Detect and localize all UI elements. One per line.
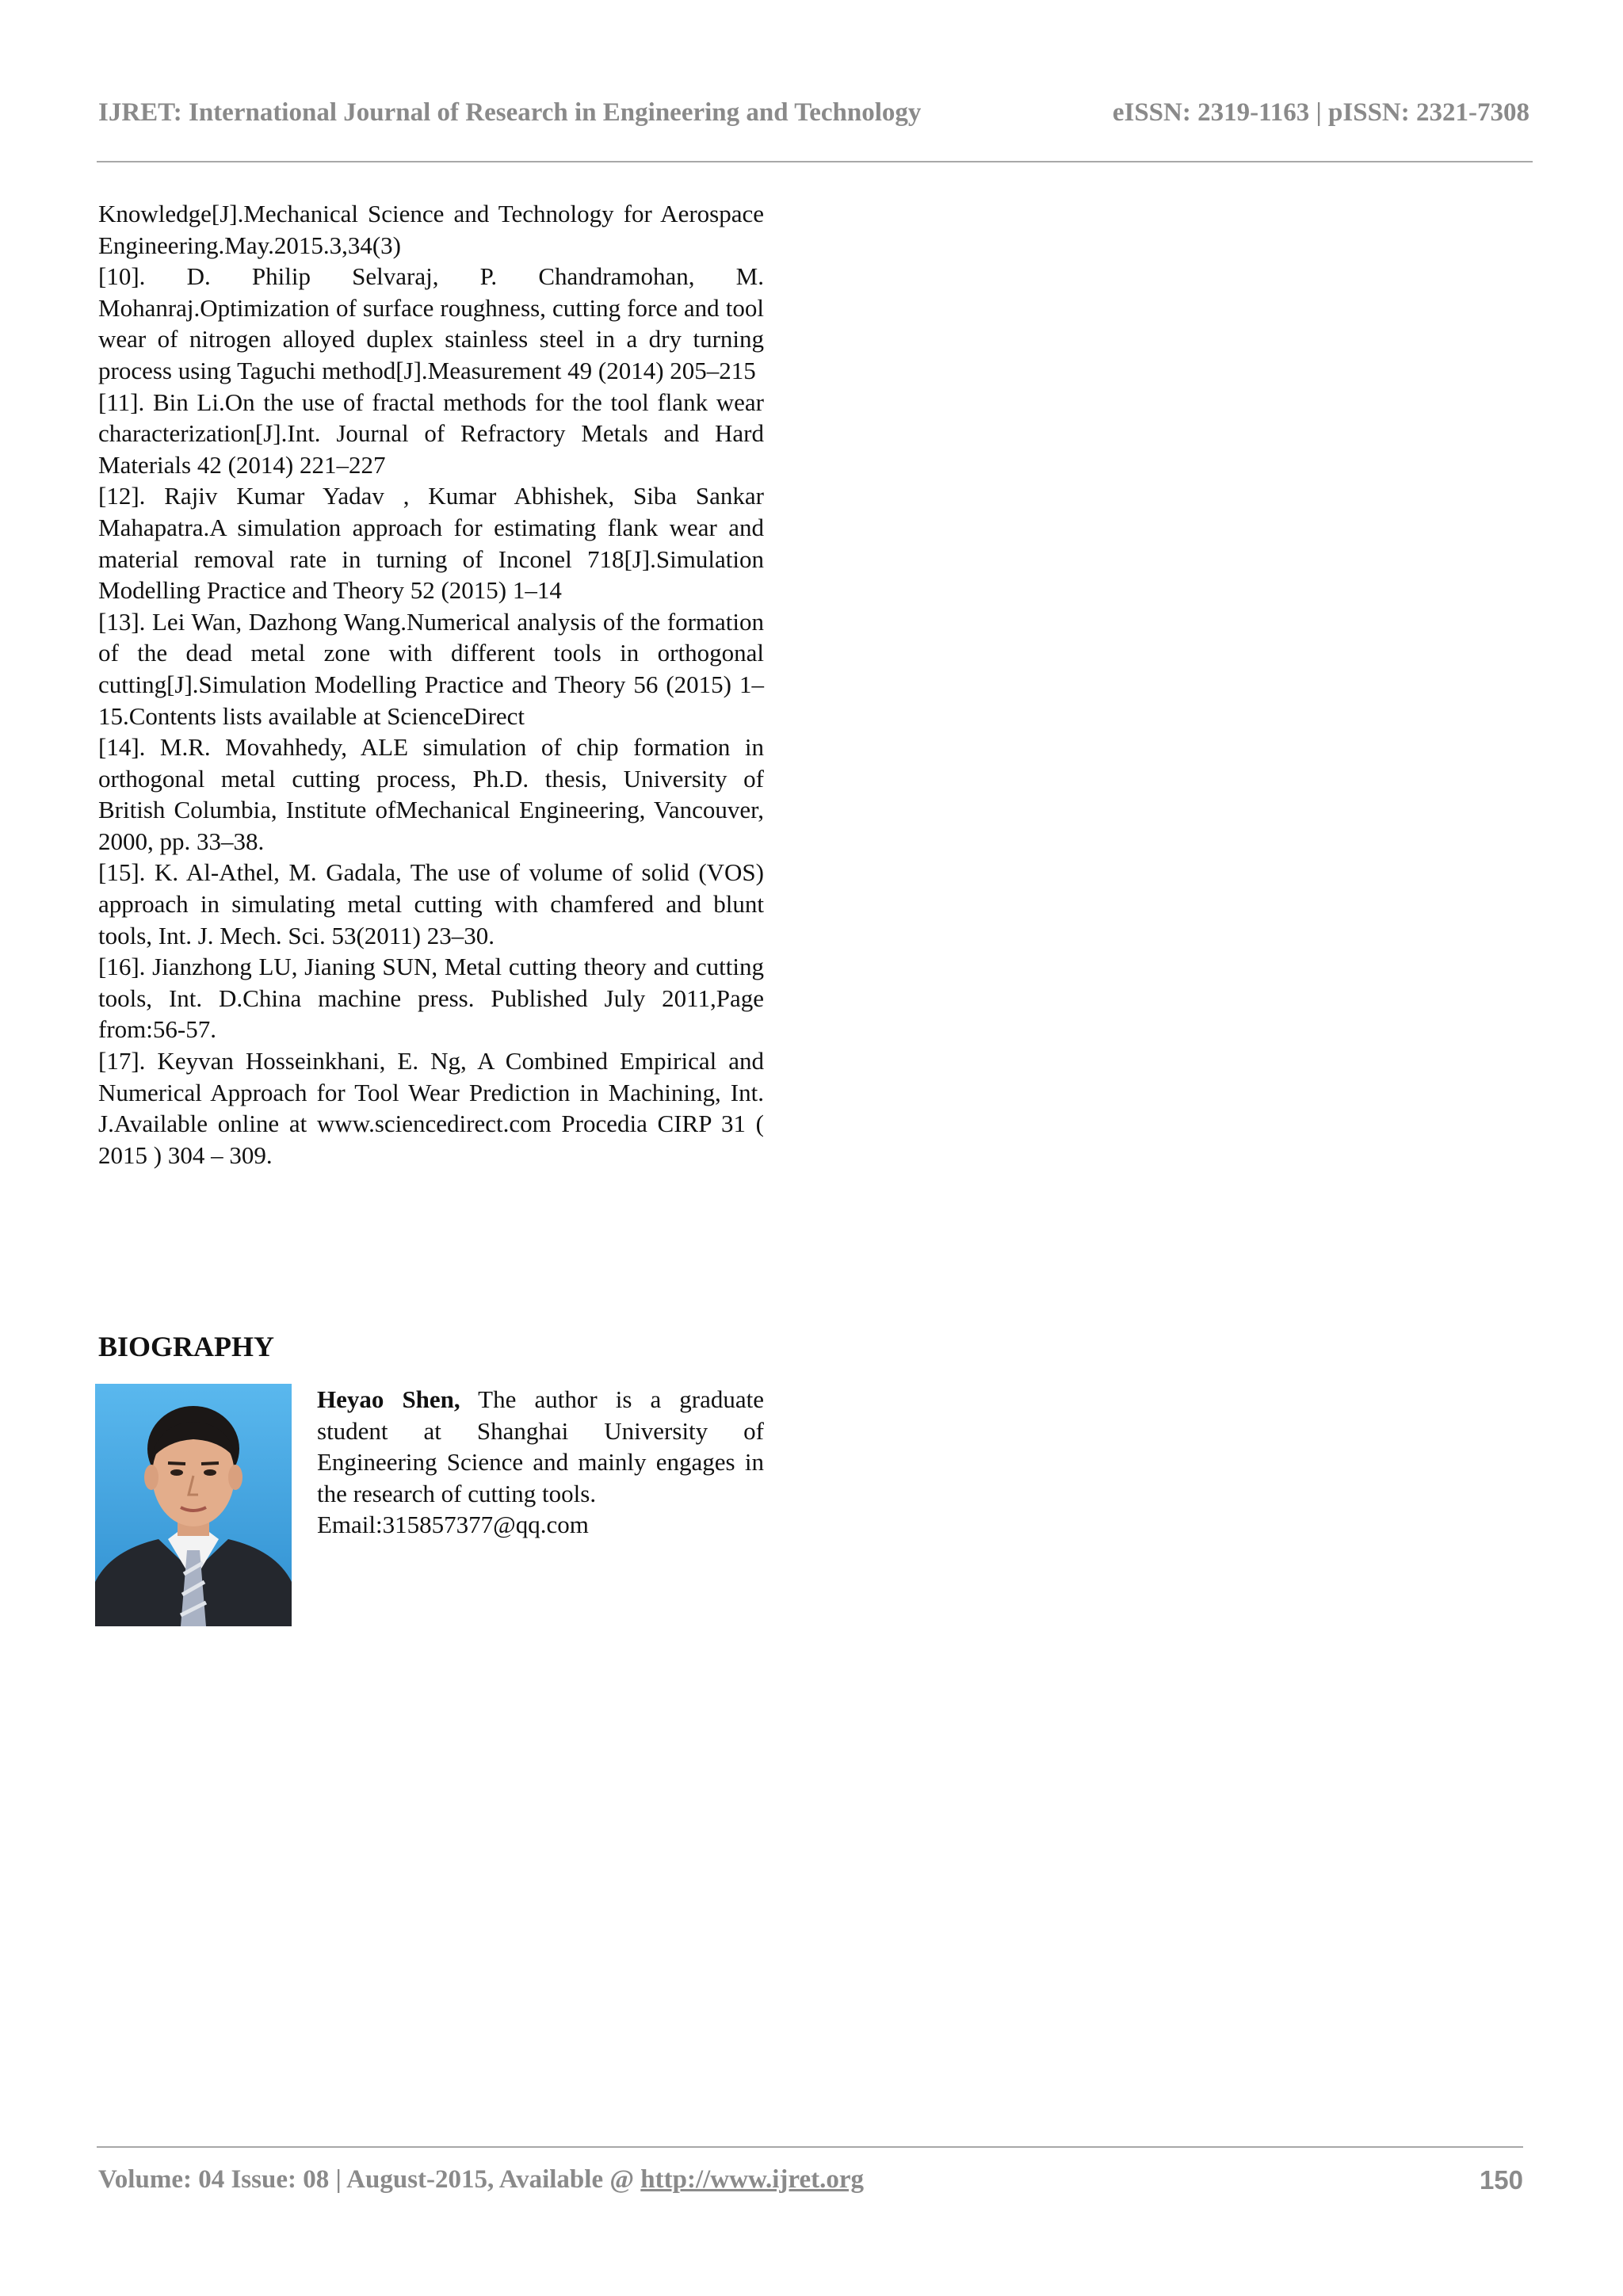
- page-header: [98, 98, 1529, 138]
- page-footer: [98, 2165, 1523, 2203]
- references-list: [98, 198, 764, 1171]
- reference-item: [15]. K. Al-Athel, M. Gadala, The use of volume of solid (VOS) approach in simulating metal cutting with chamfered and blunt tools, Int. J. Mech. Sci. 53(2011) 23–30.: [98, 858, 764, 949]
- reference-item: [14]. M.R. Movahhedy, ALE simulation of chip formation in orthogonal metal cutting process, Ph.D. thesis, University of British Columbia, Institute ofMechanical Engineering, Vancouver, 2000, pp. 33–38.: [98, 733, 764, 855]
- journal-title: IJRET: International Journal of Research in Engineering and Technology: [98, 98, 922, 127]
- footer-divider: [97, 2146, 1523, 2148]
- issn-info: eISSN: 2319-1163 | pISSN: 2321-7308: [1112, 98, 1529, 127]
- reference-item: [16]. Jianzhong LU, Jianing SUN, Metal cutting theory and cutting tools, Int. D.China machine press. Published July 2011,Page from:56-57.: [98, 953, 764, 1044]
- author-photo: [95, 1384, 292, 1626]
- reference-item: Knowledge[J].Mechanical Science and Technology for Aerospace Engineering.May.2015.3,34(3): [98, 200, 764, 259]
- volume-info: Volume: 04 Issue: 08 | August-2015, Available @: [98, 2165, 641, 2194]
- biography-text: [317, 1384, 764, 1541]
- author-description: The author is a graduate student at Shanghai University of Engineering Science and mainly engages in the research of cutting tools.: [317, 1385, 764, 1507]
- reference-item: [13]. Lei Wan, Dazhong Wang.Numerical analysis of the formation of the dead metal zone with different tools in orthogonal cutting[J].Simulation Modelling Practice and Theory 56 (2015) 1–15.Contents lists available at ScienceDirect: [98, 607, 764, 730]
- biography-heading: BIOGRAPHY: [98, 1331, 275, 1362]
- header-divider: [97, 161, 1533, 162]
- author-name: Heyao Shen,: [317, 1385, 460, 1413]
- reference-item: [12]. Rajiv Kumar Yadav , Kumar Abhishek, Siba Sankar Mahapatra.A simulation approach for estimating flank wear and material removal rate in turning of Inconel 718[J].Simulation Modelling Practice and Theory 52 (2015) 1–14: [98, 482, 764, 605]
- reference-item: [10]. D. Philip Selvaraj, P. Chandramohan, M. Mohanraj.Optimization of surface roughness, cutting force and tool wear of nitrogen alloyed duplex stainless steel in a dry turning process using Taguchi method[J].Measurement 49 (2014) 205–215: [98, 262, 764, 384]
- reference-item: [11]. Bin Li.On the use of fractal methods for the tool flank wear characterization[J].Int. Journal of Refractory Metals and Hard Materials 42 (2014) 221–227: [98, 388, 764, 479]
- author-portrait-image: [95, 1384, 292, 1626]
- page-number: 150: [1479, 2165, 1523, 2195]
- footer-info: [98, 2165, 864, 2195]
- author-email: Email:315857377@qq.com: [317, 1511, 589, 1539]
- reference-item: [17]. Keyvan Hosseinkhani, E. Ng, A Combined Empirical and Numerical Approach for Tool Wear Prediction in Machining, Int. J.Available online at www.sciencedirect.com Procedia CIRP 31 ( 2015 ) 304 – 309.: [98, 1047, 764, 1169]
- journal-link[interactable]: http://www.ijret.org: [640, 2165, 864, 2194]
